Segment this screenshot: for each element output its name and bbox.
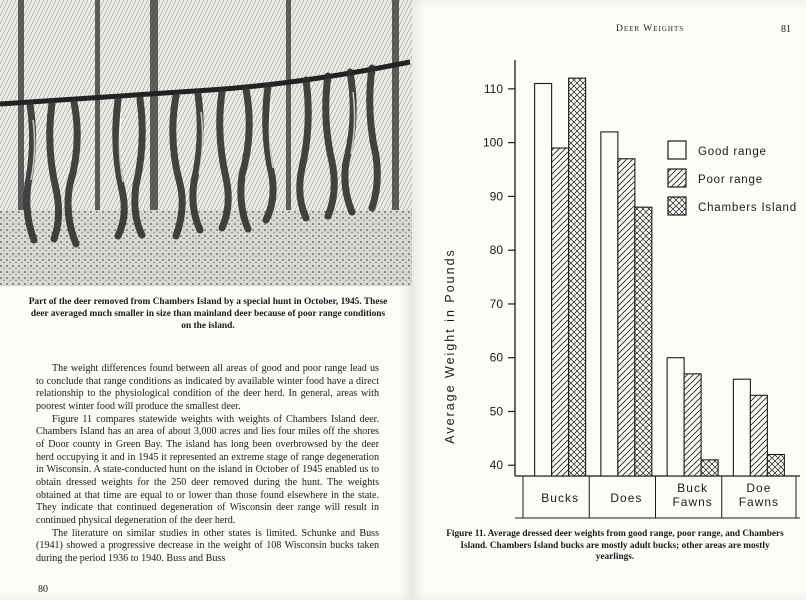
y-tick-label: 40 [489, 458, 503, 473]
x-tick-label: Fawns [672, 495, 713, 509]
page-number-right: 81 [781, 24, 791, 35]
figure-caption: Figure 11. Average dressed deer weights from good range, poor range, and Chambers Island. Chambers Island bucks are mostly adult bucks; other areas are mostly yearlings. [446, 529, 784, 562]
legend-swatch-diagonal [668, 169, 686, 187]
bar-crosshatch [767, 454, 784, 476]
body-paragraph-3: The literature on similar studies in other states is limited. Schunke and Buss (1941) showed a progressive decrease in the weight of 108 Wisconsin bucks taken during the period 1936 to 1940. Buss and Buss [36, 527, 379, 564]
body-paragraph-2: Figure 11 compares statewide weights with weights of Chambers Island deer. Chambers Island has an area of about 3,000 acres and lies four miles off the shores of Door county in Green Bay. The island has long been overbrowsed by the deer herd occupying it and in 1945 it represented an extreme stage of range degeneration in Wisconsin. A state-conducted hunt on the island in October of 1945 enabled us to obtain dressed weights for the 250 deer removed during the hunt. The weights obtained at that time are equal to or lower than those found elsewhere in the state. They indicate that continued degeneration of Wisconsin deer range will result in continued physical degeneration of the deer herd. [36, 413, 379, 526]
bar-open [667, 358, 684, 476]
y-tick-label: 110 [483, 81, 503, 96]
legend-swatch-open [668, 141, 686, 159]
x-tick-label: Fawns [738, 495, 780, 509]
x-tick-label: Doe [746, 481, 772, 495]
body-paragraph-1: The weight differences found between all areas of good and poor range lead us to conclude that range conditions as indicated by available winter food have a direct relationship to the physiological condition of the deer herd. In general, areas with poorest winter food will produce the smallest deer. [36, 363, 379, 412]
y-tick-label: 70 [489, 296, 503, 311]
legend-label: Poor range [698, 174, 763, 186]
bar-diagonal [684, 374, 701, 476]
bar-crosshatch [569, 78, 586, 476]
right-page [412, 0, 806, 600]
x-tick-label: Bucks [541, 491, 579, 505]
legend-label: Chambers Island [698, 202, 797, 214]
body-text [36, 363, 379, 566]
x-tick-label: Buck [677, 481, 708, 495]
y-tick-label: 60 [489, 350, 503, 365]
bar-crosshatch [635, 207, 652, 476]
photo-caption: Part of the deer removed from Chambers Island by a special hunt in October, 1945. These deer averaged much smaller in size than mainland deer because of poor range conditions on the island. [28, 297, 388, 331]
y-tick-label: 50 [489, 404, 503, 419]
y-tick-label: 90 [489, 189, 503, 204]
bar-open [601, 132, 618, 476]
bar-crosshatch [701, 460, 718, 476]
y-tick-label: 80 [489, 243, 503, 258]
y-axis-label: Average Weight in Pounds [443, 248, 457, 444]
y-tick-label: 100 [482, 135, 503, 150]
bar-chart-svg [412, 56, 806, 526]
figure-11-chart [412, 56, 806, 526]
bar-diagonal [618, 159, 635, 476]
bar-open [733, 379, 750, 476]
running-head: Deer Weights [616, 24, 685, 34]
page-number-left: 80 [38, 584, 48, 595]
legend-label: Good range [698, 146, 767, 158]
photo-illustration [0, 0, 412, 286]
legend-swatch-crosshatch [668, 197, 686, 215]
bar-open [535, 84, 552, 476]
bar-diagonal [750, 395, 767, 476]
x-tick-label: Does [610, 491, 643, 505]
deer-hunt-photo [0, 0, 412, 286]
bar-diagonal [552, 148, 569, 476]
